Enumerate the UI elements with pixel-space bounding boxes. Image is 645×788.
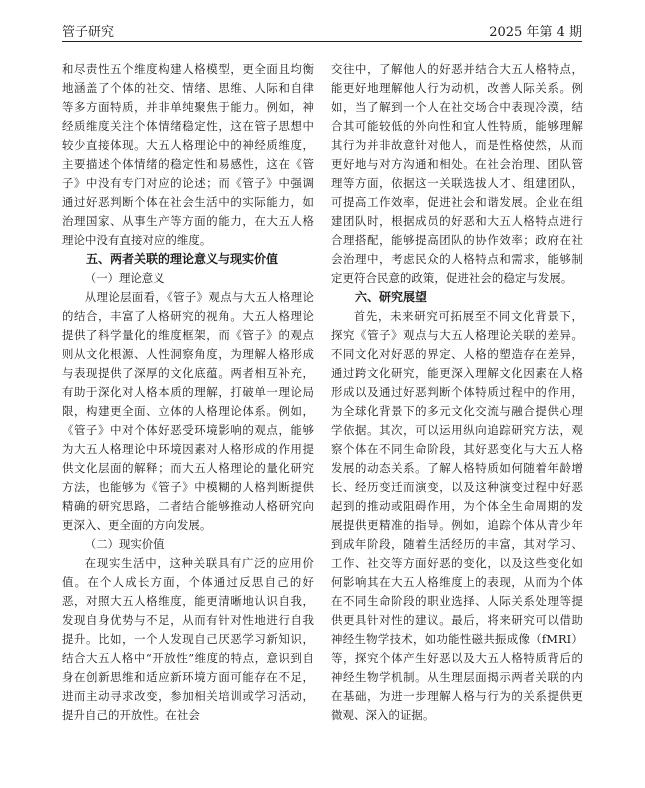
paragraph-theory: 从理论层面看，《管子》观点与大五人格理论的结合，丰富了人格研究的视角。大五人格理论提供了科学量化的维度框架，而《管子》的观点则从文化根源、人性洞察角度，为理解人格形成与表现提供了深厚的文化底蕴。两者相互补充，有助于深化对人格本质的理解，打破单一理论局限，构建更全面、立体的人格理论体系。例如，《管子》中对个体好恶受环境影响的观点，能够为大五人格理论中环境因素对人格形成的作用提供文化层面的解释；而大五人格理论的量化研究方法，也能够为《管子》中模糊的人格判断提供精确的研究思路，二者结合能够推动人格研究向更深入、更全面的方向发展。	[62, 290, 314, 532]
paragraph-continued: 和尽责性五个维度构建人格模型，更全面且均衡地涵盖了个体的社交、情绪、思维、人际和自律等多方面特质，并非单纯聚焦于能力。例如，神经质维度关注个体情绪稳定性，这在管子思想中较少直接体现。大五人格理论中的神经质维度，主要描述个体情绪的稳定性和易感性，这在《管子》中没有专门对应的论述；而《管子》中强调通过好恶判断个体在社会生活中的实际能力，如治理国家、从事生产等方面的能力，在大五人格理论中没有直接对应的维度。	[62, 62, 314, 247]
header-rule	[62, 41, 582, 42]
subsection-theory-heading: （一）理论意义	[84, 271, 165, 285]
paragraph-practice: 在现实生活中，这种关联具有广泛的应用价值。在个人成长方面，个体通过反思自己的好恶，对照大五人格维度，能更清晰地认识自我，发现自身优势与不足，从而有针对性地进行自我提升。比如，一个人发现自己厌恶学习新知识，结合大五人格中“开放性”维度的特点，意识到自身在创新思维和适应新环境方面可能存在不足，进而主动寻求改变，参加相关培训或学习活动，提升自己的开放性。在社会	[62, 556, 314, 722]
left-column	[62, 60, 314, 725]
issue-label: 2025 年第 4 期	[489, 25, 582, 40]
paragraph-practice-continued: 交往中，了解他人的好恶并结合大五人格特点，能更好地理解他人行为动机，改善人际关系。例如，当了解到一个人在社交场合中表现冷漠，结合其可能较低的外向性和宜人性特质，能够理解其行为并非故意针对他人，而是性格使然，从而更好地与对方沟通和相处。在社会治理、团队管理等方面，依据这一关联选拔人才、组建团队，可提高工作效率，促进社会和谐发展。企业在组建团队时，根据成员的好恶和大五人格特点进行合理搭配，能够提高团队的协作效率；政府在社会治理中，考虑民众的人格特点和需求，能够制定更符合民意的政策，促进社会的稳定与发展。	[331, 62, 583, 285]
section-6-heading: 六、研究展望	[355, 290, 428, 304]
right-column	[331, 60, 583, 725]
paragraph-outlook: 首先，未来研究可拓展至不同文化背景下，探究《管子》观点与大五人格理论关联的差异。不同文化对好恶的界定、人格的塑造存在差异，通过跨文化研究，能更深入理解文化因素在人格形成以及通过好恶判断个体特质过程中的作用，为全球化背景下的多元文化交流与融合提供心理学依据。其次，可以运用纵向追踪研究方法，观察个体在不同生命阶段，其好恶变化与大五人格发展的动态关系。了解人格特质如何随着年龄增长、经历变迁而演变，以及这种演变过程中好恶起到的推动或阻碍作用，为个体全生命周期的发展提供更精准的指导。例如，追踪个体从青少年到成年阶段，随着生活经历的丰富，其对学习、工作、社交等方面好恶的变化，以及这些变化如何影响其在大五人格维度上的表现，从而为个体在不同生命阶段的职业选择、人际关系处理等提供更具针对性的建议。最后，将来研究可以借助神经生物学技术，如功能性磁共振成像（fMRI）等，探究个体产生好恶以及大五人格特质背后的神经生物学机制。从生理层面揭示两者关联的内在基础，为进一步理解人格与行为的关系提供更微观、深入的证据。	[331, 309, 583, 722]
journal-name: 管子研究	[62, 25, 115, 40]
subsection-practice-heading: （二）现实价值	[84, 537, 165, 551]
section-5-heading: 五、两者关联的理论意义与现实价值	[86, 252, 279, 266]
page-header	[62, 20, 582, 40]
